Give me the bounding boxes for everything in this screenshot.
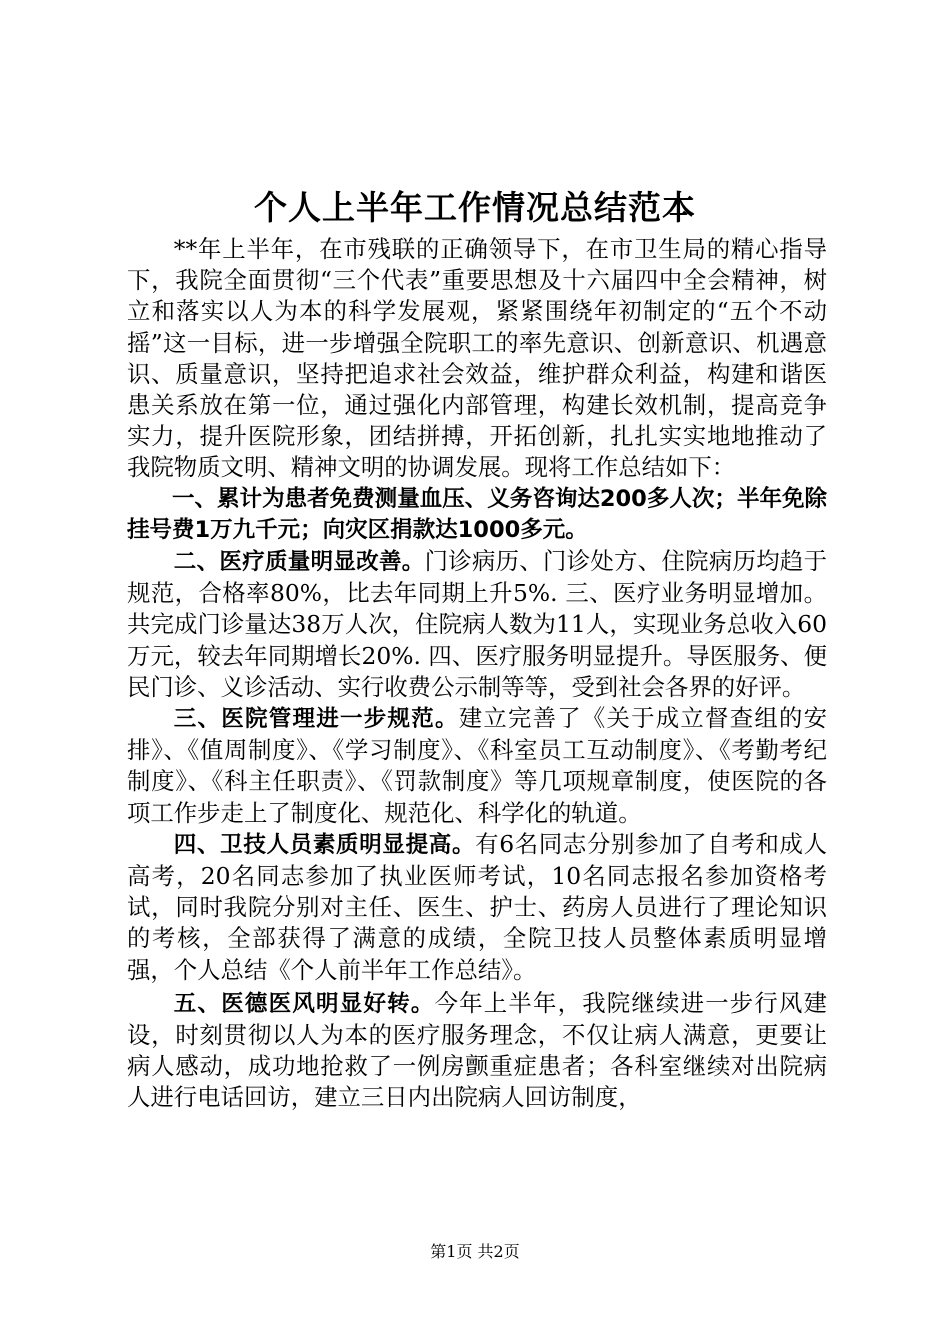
section-heading: 三、医院管理进一步规范。 xyxy=(173,706,459,733)
paragraph-text: 建立完善了《关于成立督查组的安排》、《值周制度》、《学习制度》、《科室员工互动制度》、《考勤考纪制度》、《科主任职责》、《罚款制度》等几项规章制度，使医院的各项工作步走上了制度化、规范化、科学化的轨道。 xyxy=(127,704,827,827)
paragraph-section-2 xyxy=(127,546,827,703)
paragraph-text: 门诊病历、门诊处方、住院病历均趋于规范，合格率80%，比去年同期上升5%. 三、医疗业务明显增加。共完成门诊量达38万人次，住院病人数为11人，实现业务总收入60万元，较去年同期增长20%. 四、医疗服务明显提升。导医服务、便民门诊、义诊活动、实行收费公示制等等，受到社会各界的好评。 xyxy=(127,547,827,701)
document-body xyxy=(127,234,827,1114)
page-title: 个人上半年工作情况总结范本 xyxy=(254,188,696,227)
page-footer: 第1页 共2页 xyxy=(430,1242,520,1261)
section-heading: 四、卫技人员素质明显提高。 xyxy=(173,831,476,858)
paragraph-section-1 xyxy=(127,484,827,546)
section-heading: 二、医疗质量明显改善。 xyxy=(173,549,425,576)
paragraph-section-3 xyxy=(127,703,827,829)
paragraph-text: **年上半年，在市残联的正确领导下，在市卫生局的精心指导下，我院全面贯彻“三个代表”重要思想及十六届四中全会精神，树立和落实以人为本的科学发展观，紧紧围绕年初制定的“五个不动摇”这一目标，进一步增强全院职工的率先意识、创新意识、机遇意识、质量意识，坚持把追求社会效益，维护群众利益，构建和谐医患关系放在第一位，通过强化内部管理，构建长效机制，提高竞争实力，提升医院形象，团结拼搏，开拓创新，扎扎实实地地推动了我院物质文明、精神文明的协调发展。现将工作总结如下： xyxy=(127,235,827,482)
paragraph-text: 一、累计为患者免费测量血压、义务咨询达200多人次；半年免除挂号费1万九千元；向灾区捐款达1000多元。 xyxy=(127,485,827,543)
paragraph-text: 有6名同志分别参加了自考和成人高考，20名同志参加了执业医师考试，10名同志报名参加资格考试，同时我院分别对主任、医生、护士、药房人员进行了理论知识的考核，全部获得了满意的成绩，全院卫技人员整体素质明显增强，个人总结《个人前半年工作总结》。 xyxy=(127,829,827,984)
paragraph-text: 今年上半年，我院继续进一步行风建设，时刻贯彻以人为本的医疗服务理念，不仅让病人满意，更要让病人感动，成功地抢救了一例房颤重症患者；各科室继续对出院病人进行电话回访，建立三日内出院病人回访制度， xyxy=(127,988,827,1112)
paragraph-section-4 xyxy=(127,829,827,986)
paragraph-intro xyxy=(127,234,827,484)
paragraph-section-5 xyxy=(127,988,827,1114)
section-heading: 五、医德医风明显好转。 xyxy=(173,990,435,1017)
